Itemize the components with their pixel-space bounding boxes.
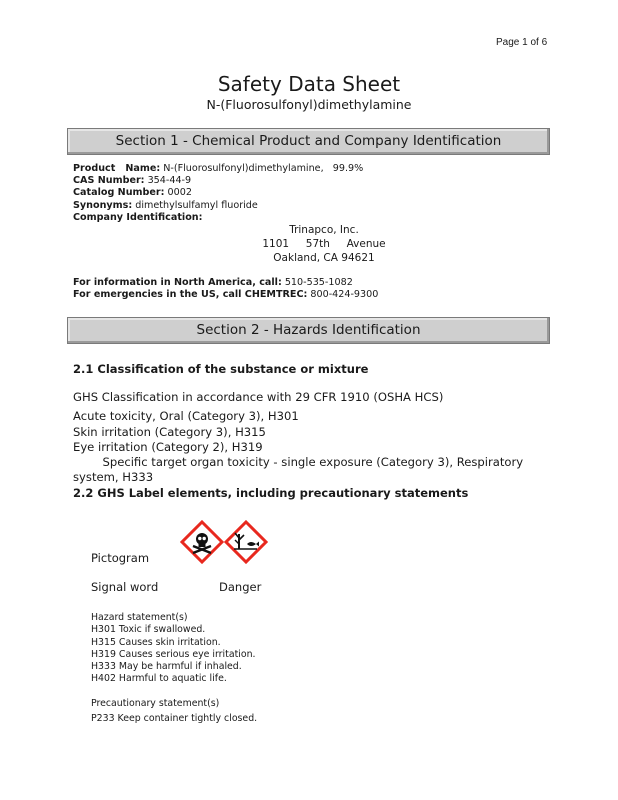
contact-info bbox=[73, 277, 378, 301]
cas-row bbox=[73, 175, 363, 187]
ghs-line: Acute toxicity, Oral (Category 3), H301 bbox=[73, 409, 299, 424]
signal-word-label: Signal word bbox=[91, 580, 159, 594]
cas-value: 354-44-9 bbox=[144, 175, 192, 187]
info-na-row bbox=[73, 277, 378, 289]
synonyms-row bbox=[73, 200, 363, 212]
document-title: Safety Data Sheet bbox=[217, 72, 401, 96]
precautionary-statements bbox=[91, 696, 257, 726]
ghs-classification bbox=[73, 390, 551, 486]
subsection-2-1-heading: 2.1 Classification of the substance or mixture bbox=[73, 362, 369, 376]
product-name-value: N-(Fluorosulfonyl)dimethylamine, 99.9% bbox=[160, 163, 364, 174]
company-city: Oakland, CA 94621 bbox=[273, 252, 375, 264]
ghs-line: GHS Classification in accordance with 29 CFR 1910 (OSHA HCS) bbox=[73, 390, 444, 404]
hazard-statement: H319 Causes serious eye irritation. bbox=[91, 648, 256, 660]
cas-label: CAS Number: bbox=[73, 175, 145, 187]
section-1-heading: Section 1 - Chemical Product and Company Identification bbox=[67, 128, 550, 155]
catalog-row bbox=[73, 187, 363, 199]
info-na-value: 510-535-1082 bbox=[281, 277, 353, 288]
hazard-statement: H333 May be harmful if inhaled. bbox=[91, 661, 242, 673]
product-name-row bbox=[73, 163, 363, 175]
company-id-label: Company Identification: bbox=[73, 211, 203, 223]
signal-word-value: Danger bbox=[219, 580, 262, 594]
section-2-heading: Section 2 - Hazards Identification bbox=[67, 317, 550, 344]
catalog-value: 0002 bbox=[164, 187, 192, 199]
ghs-line: Skin irritation (Category 3), H315 bbox=[73, 424, 266, 439]
subsection-2-2-heading: 2.2 GHS Label elements, including precautionary statements bbox=[73, 486, 469, 500]
emergency-value: 800-424-9300 bbox=[307, 289, 379, 301]
product-name-label: Product Name: bbox=[73, 163, 161, 174]
synonyms-label: Synonyms: bbox=[73, 199, 133, 211]
page-number: Page 1 of 6 bbox=[496, 37, 548, 48]
document-subtitle: N-(Fluorosulfonyl)dimethylamine bbox=[206, 97, 412, 112]
precaution-statement: P233 Keep container tightly closed. bbox=[91, 713, 258, 724]
precaution-heading: Precautionary statement(s) bbox=[91, 698, 220, 709]
hazard-statement: H402 Harmful to aquatic life. bbox=[91, 673, 227, 685]
hazard-statements bbox=[91, 612, 256, 686]
catalog-label: Catalog Number: bbox=[73, 187, 165, 199]
ghs-line: Eye irritation (Category 2), H319 bbox=[73, 439, 263, 454]
synonyms-value: dimethylsulfamyl fluoride bbox=[132, 199, 258, 211]
product-info bbox=[73, 163, 363, 224]
emergency-label: For emergencies in the US, call CHEMTREC: bbox=[73, 289, 308, 301]
skull-crossbones-icon bbox=[180, 520, 224, 564]
hazard-statement: H315 Causes skin irritation. bbox=[91, 636, 221, 648]
company-street: 1101 57th Avenue bbox=[262, 238, 386, 250]
info-na-label: For information in North America, call: bbox=[73, 277, 282, 288]
hazard-statement: H301 Toxic if swallowed. bbox=[91, 624, 206, 636]
pictogram-label: Pictogram bbox=[91, 551, 150, 565]
emergency-row bbox=[73, 289, 378, 301]
environment-icon bbox=[224, 520, 268, 564]
company-name: Trinapco, Inc. bbox=[289, 224, 359, 236]
hazard-heading: Hazard statement(s) bbox=[91, 612, 188, 623]
ghs-line: Specific target organ toxicity - single exposure (Category 3), Respiratory system, H333 bbox=[73, 455, 527, 485]
company-address bbox=[0, 223, 618, 265]
